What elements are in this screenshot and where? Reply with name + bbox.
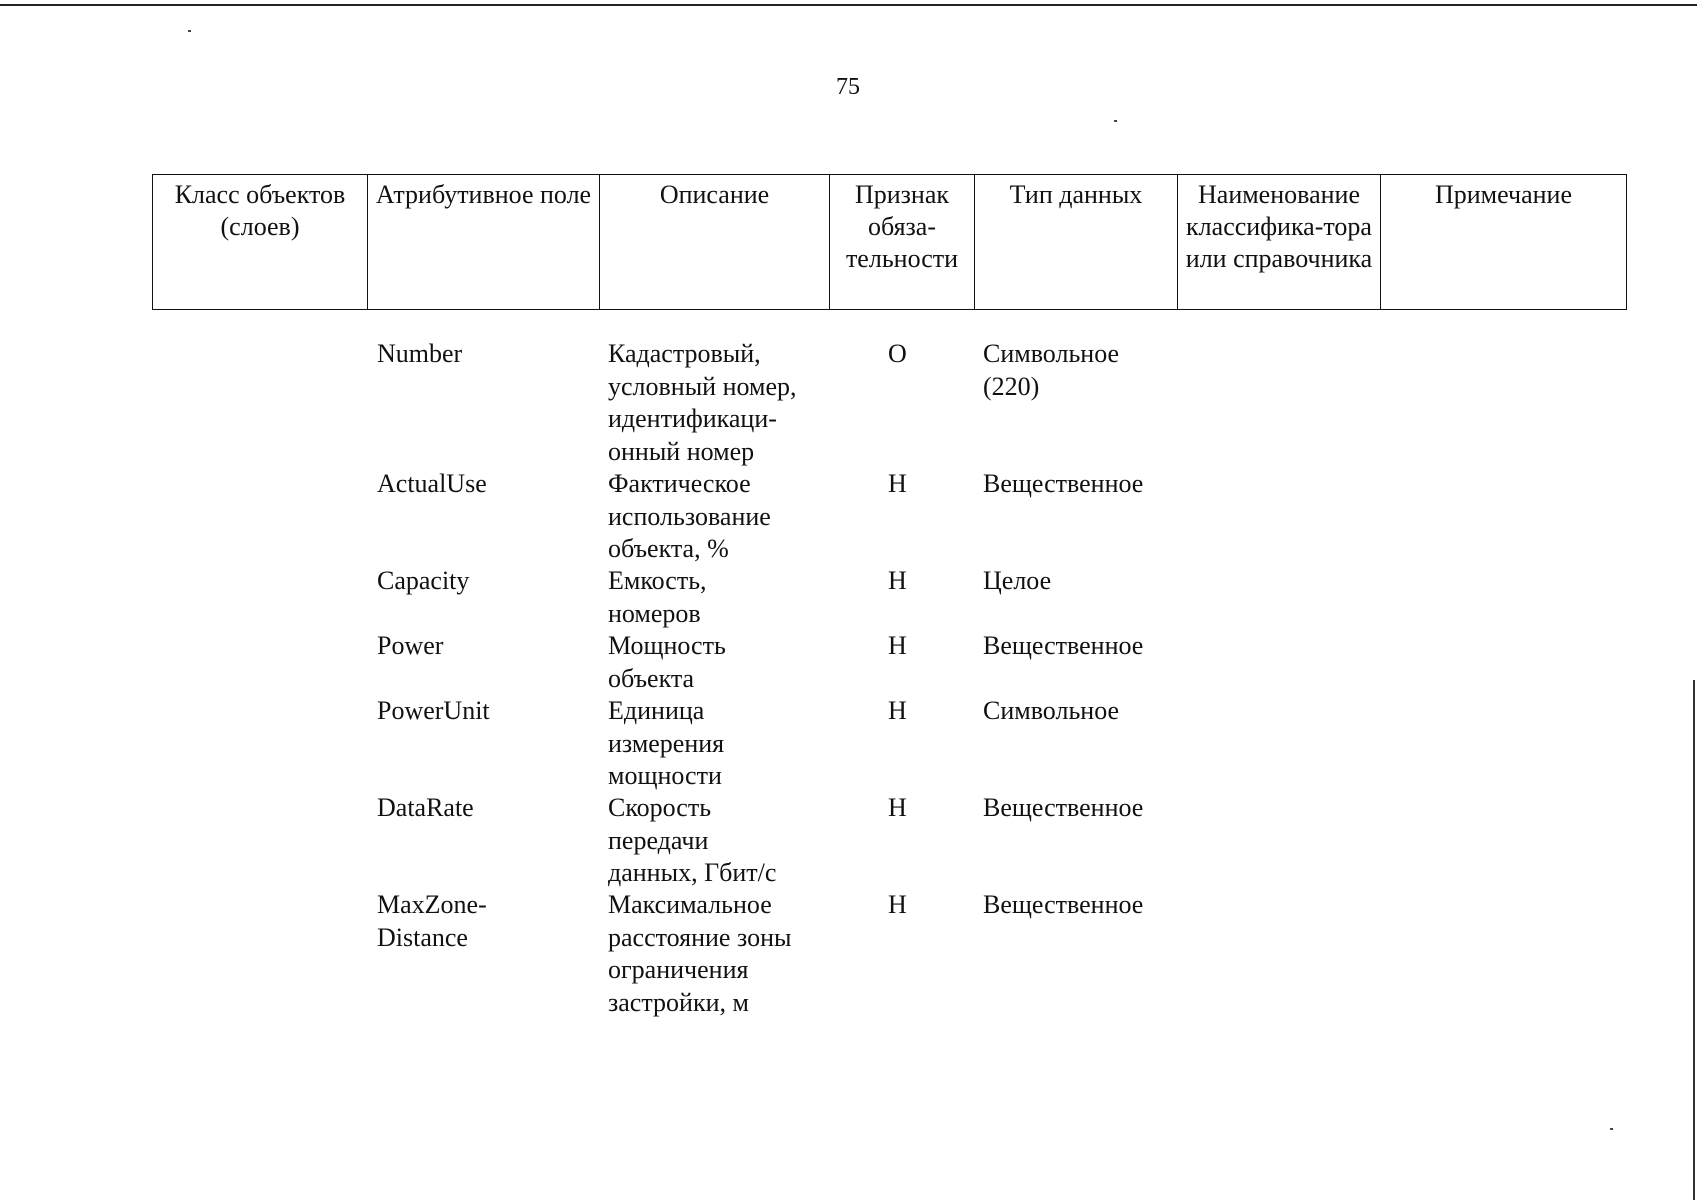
row-description: Фактическое использование объекта, % xyxy=(608,469,771,563)
row-data-type: Целое xyxy=(983,566,1052,595)
row-required-flag: Н xyxy=(888,696,907,725)
header-description: Описание xyxy=(600,175,830,310)
row-required-flag: Н xyxy=(888,631,907,660)
header-data-type: Тип данных xyxy=(975,175,1178,310)
row-required-flag: Н xyxy=(888,793,907,822)
header-note: Примечание xyxy=(1381,175,1627,310)
row-description: Кадастровый, условный номер, идентификаци- онный номер xyxy=(608,339,797,466)
row-required-flag: О xyxy=(888,339,907,368)
row-data-type: Вещественное xyxy=(983,469,1144,498)
header-required-flag: Признак обяза-тельности xyxy=(830,175,975,310)
row-data-type: Символьное (220) xyxy=(983,339,1120,401)
page-number: 75 xyxy=(836,74,860,100)
row-field-name: Capacity xyxy=(377,566,470,595)
row-required-flag: Н xyxy=(888,469,907,498)
row-field-name: Power xyxy=(377,631,444,660)
row-description: Скорость передачи данных, Гбит/с xyxy=(608,793,777,887)
row-field-name: MaxZone- Distance xyxy=(377,890,487,952)
row-data-type: Символьное xyxy=(983,696,1120,725)
row-description: Мощность объекта xyxy=(608,631,726,693)
row-data-type: Вещественное xyxy=(983,793,1144,822)
row-description: Емкость, номеров xyxy=(608,566,707,628)
row-required-flag: Н xyxy=(888,566,907,595)
header-attribute-field: Атрибутивное поле xyxy=(368,175,600,310)
row-field-name: Number xyxy=(377,339,463,368)
row-field-name: PowerUnit xyxy=(377,696,490,725)
row-field-name: ActualUse xyxy=(377,469,487,498)
row-description: Максимальное расстояние зоны ограничения застройки, м xyxy=(608,890,792,1017)
row-data-type: Вещественное xyxy=(983,631,1144,660)
row-required-flag: Н xyxy=(888,890,907,919)
row-field-name: DataRate xyxy=(377,793,474,822)
row-data-type: Вещественное xyxy=(983,890,1144,919)
row-description: Единица измерения мощности xyxy=(608,696,725,790)
header-object-class: Класс объектов (слоев) xyxy=(153,175,368,310)
header-classifier-name: Наименование классифика-тора или справочника xyxy=(1178,175,1381,310)
